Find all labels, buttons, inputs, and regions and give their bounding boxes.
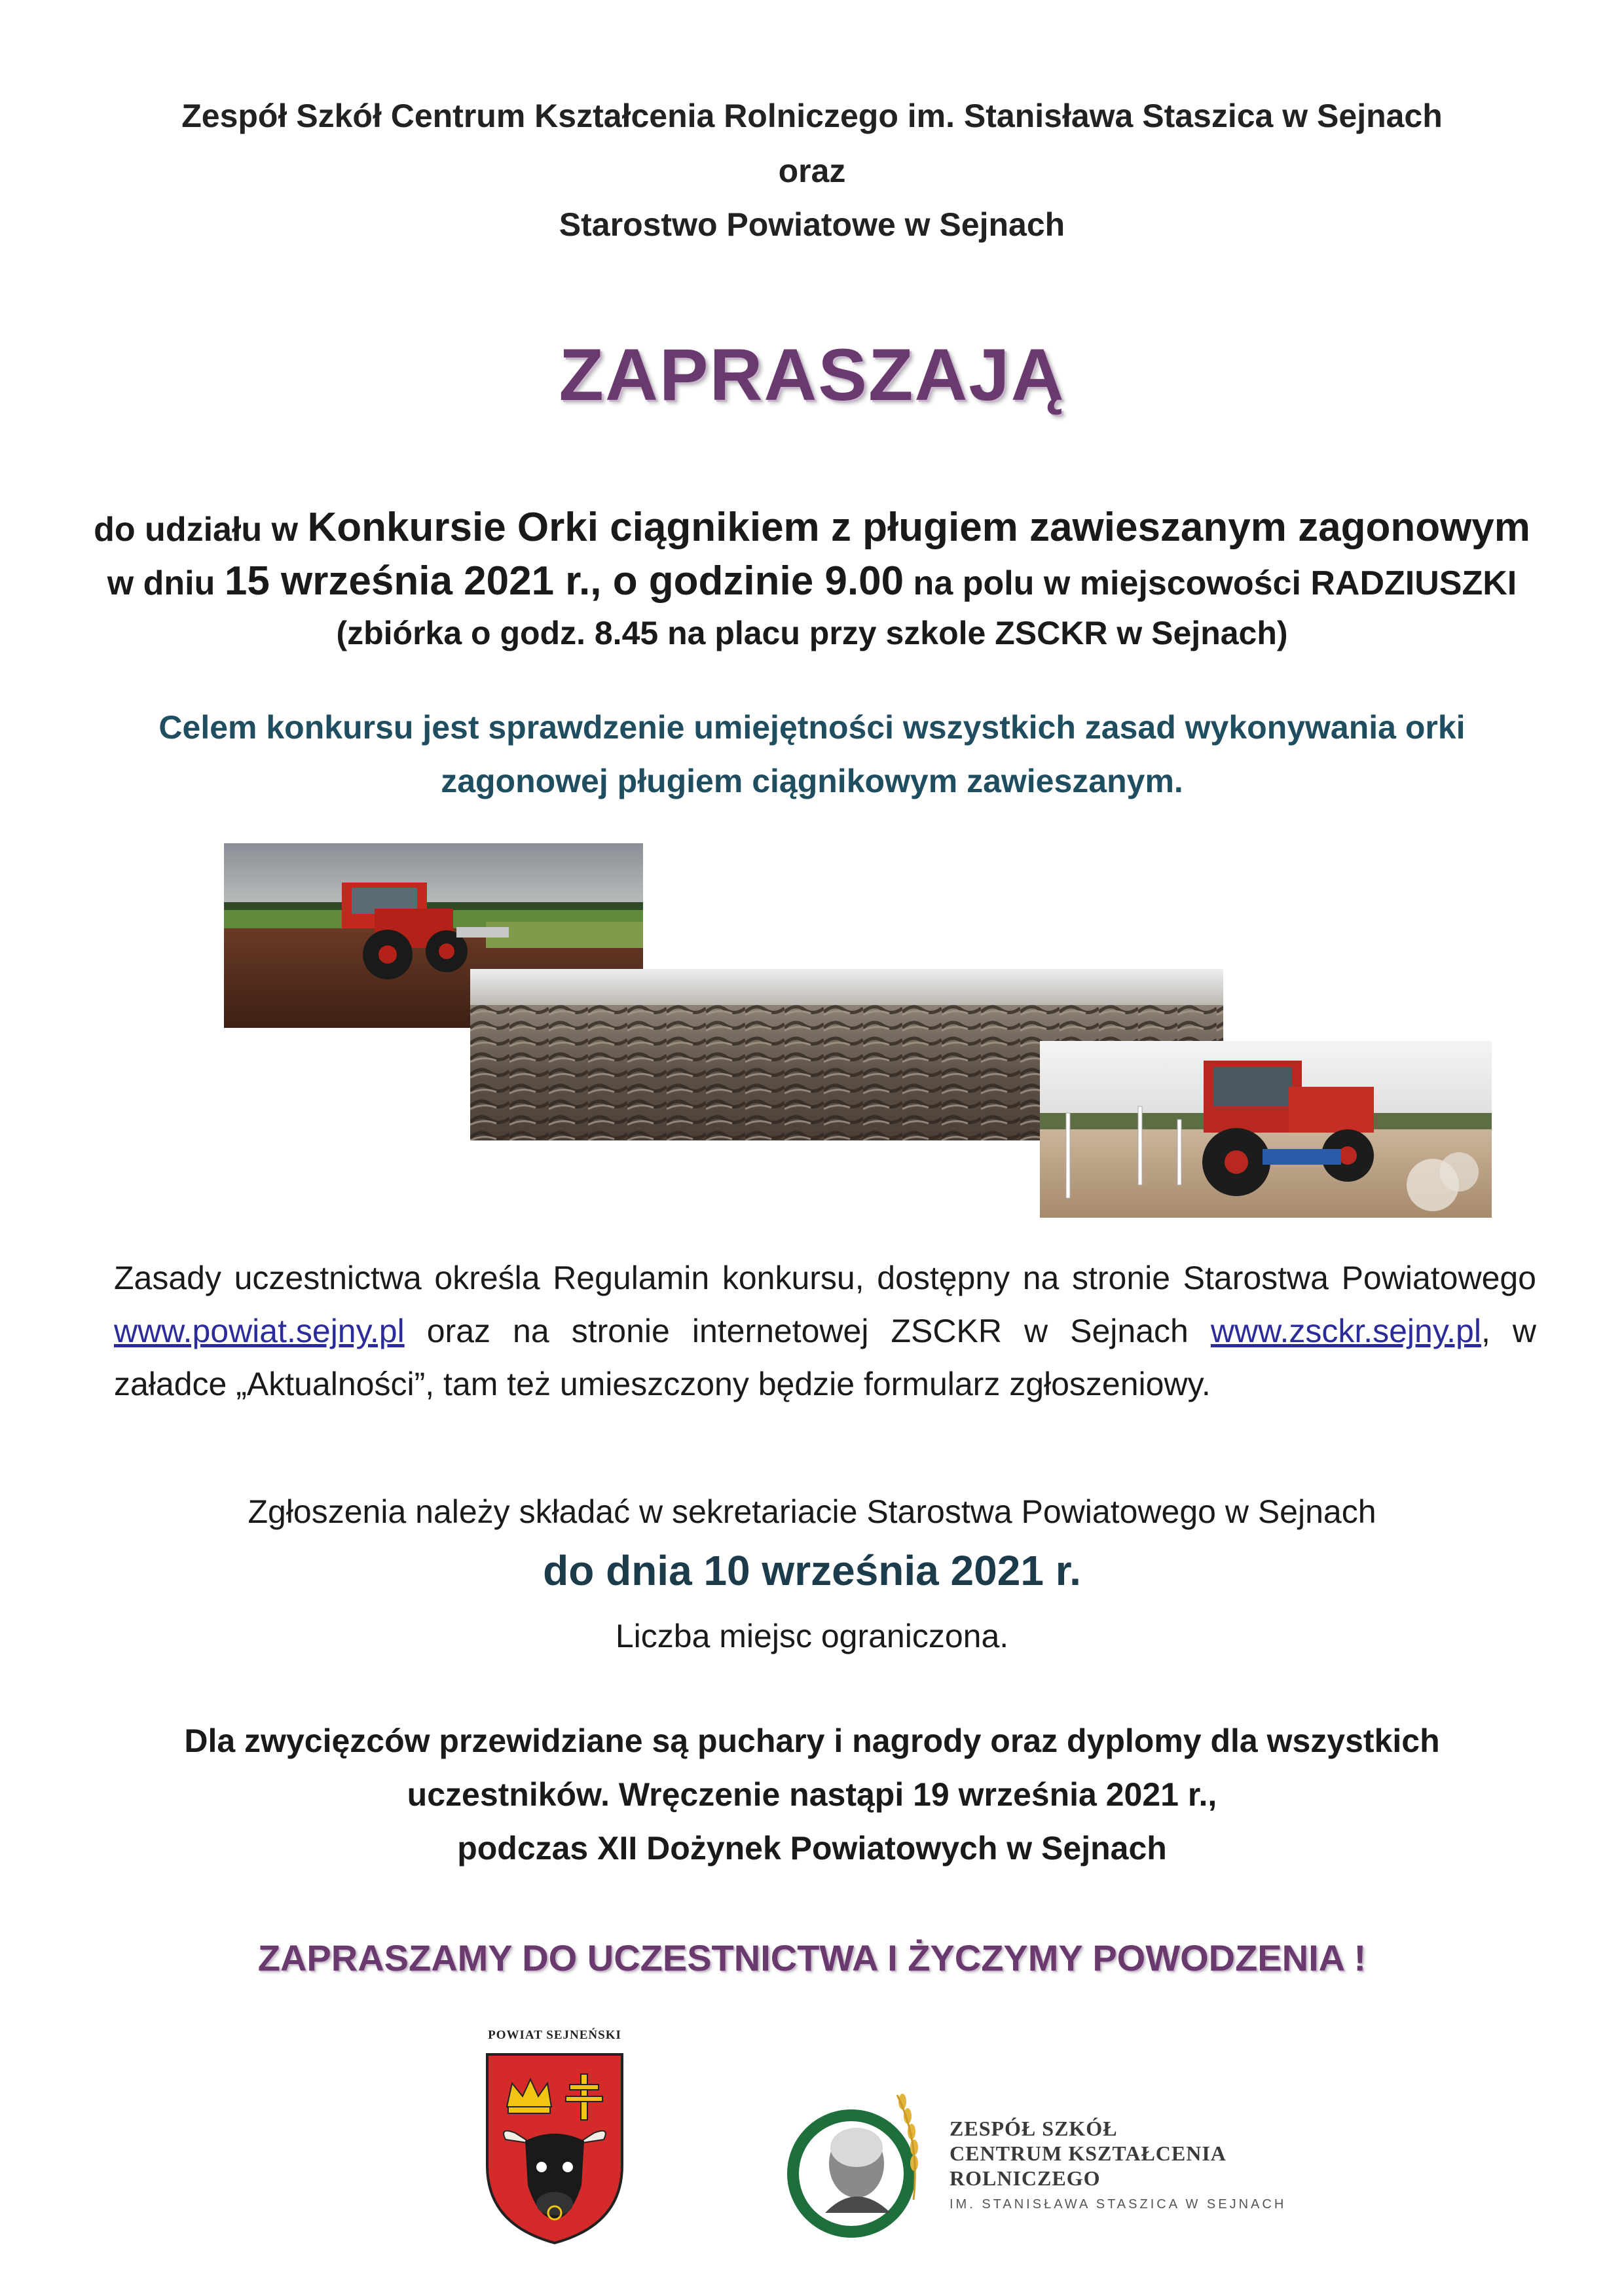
organizer-school: Zespół Szkół Centrum Kształcenia Rolniczego im. Stanisława Staszica w Sejnach: [181, 98, 1443, 134]
school-logo-line-1: ZESPÓŁ SZKÓŁ: [950, 2117, 1118, 2140]
limited-places-note: Liczba miejsc ograniczona.: [615, 1618, 1009, 1654]
invitation-line-2: [0, 558, 1624, 604]
applications-deadline: do dnia 10 września 2021 r.: [543, 1547, 1081, 1594]
applications-info: Zgłoszenia należy składać w sekretariacie Starostwa Powiatowego w Sejnach: [248, 1493, 1376, 1530]
location-name: RADZIUSZKI: [1310, 564, 1517, 602]
contest-name: Konkursie Orki ciągnikiem z pługiem zawieszanym zagonowym: [307, 505, 1530, 550]
date-intro: w dniu: [107, 564, 225, 602]
page-title: ZAPRASZAJĄ: [559, 334, 1065, 416]
prizes-line-2: uczestników. Wręczenie nastąpi 19 września 2021 r.,: [407, 1776, 1217, 1813]
powiat-website-link[interactable]: www.powiat.sejny.pl: [114, 1313, 405, 1349]
school-logo-text: [950, 2116, 1286, 2212]
rules-text-2: oraz na stronie internetowej ZSCKR w Sejnach: [404, 1313, 1211, 1349]
goal-line-1: Celem konkursu jest sprawdzenie umiejętności wszystkich zasad wykonywania orki: [158, 709, 1466, 746]
powiat-coat-of-arms: [479, 2028, 630, 2246]
rules-text-1: Zasady uczestnictwa określa Regulamin konkursu, dostępny na stronie Starostwa Powiatowego: [114, 1260, 1536, 1296]
rules-paragraph: [114, 1252, 1536, 1411]
rules-text-3: , w załadce „Aktualności”, tam też umieszczony będzie formularz zgłoszeniowy.: [114, 1313, 1536, 1402]
organizer-conjunction: oraz: [778, 153, 846, 189]
location-intro: na polu w miejscowości: [904, 564, 1311, 602]
school-logo-line-2: CENTRUM KSZTAŁCENIA: [950, 2141, 1227, 2165]
photo-tractor-competition: [1040, 1041, 1492, 1218]
school-logo-subtitle: IM. STANISŁAWA STASZICA W SEJNACH: [950, 2197, 1287, 2212]
invitation-line-1: [0, 504, 1624, 551]
organizer-starostwo: Starostwo Powiatowe w Sejnach: [559, 206, 1065, 243]
crest-caption: POWIAT SEJNEŃSKI: [488, 2028, 621, 2042]
prizes-line-3: podczas XII Dożynek Powiatowych w Sejnach: [457, 1830, 1167, 1867]
prizes-line-1: Dla zwycięzców przewidziane są puchary i nagrody oraz dyplomy dla wszystkich: [184, 1722, 1440, 1759]
closing-slogan: ZAPRASZAMY DO UCZESTNICTWA I ŻYCZYMY POWODZENIA !: [257, 1937, 1367, 1978]
school-website-link[interactable]: www.zsckr.sejny.pl: [1210, 1313, 1481, 1349]
gathering-note: (zbiórka o godz. 8.45 na placu przy szkole ZSCKR w Sejnach): [336, 615, 1288, 651]
school-logo-line-3: ROLNICZEGO: [950, 2166, 1101, 2190]
goal-line-2: zagonowej pługiem ciągnikowym zawieszanym.: [441, 763, 1183, 799]
contest-date-time: 15 września 2021 r., o godzinie 9.00: [224, 558, 904, 604]
invitation-intro: do udziału w: [94, 511, 308, 549]
school-logo: [786, 2082, 923, 2246]
